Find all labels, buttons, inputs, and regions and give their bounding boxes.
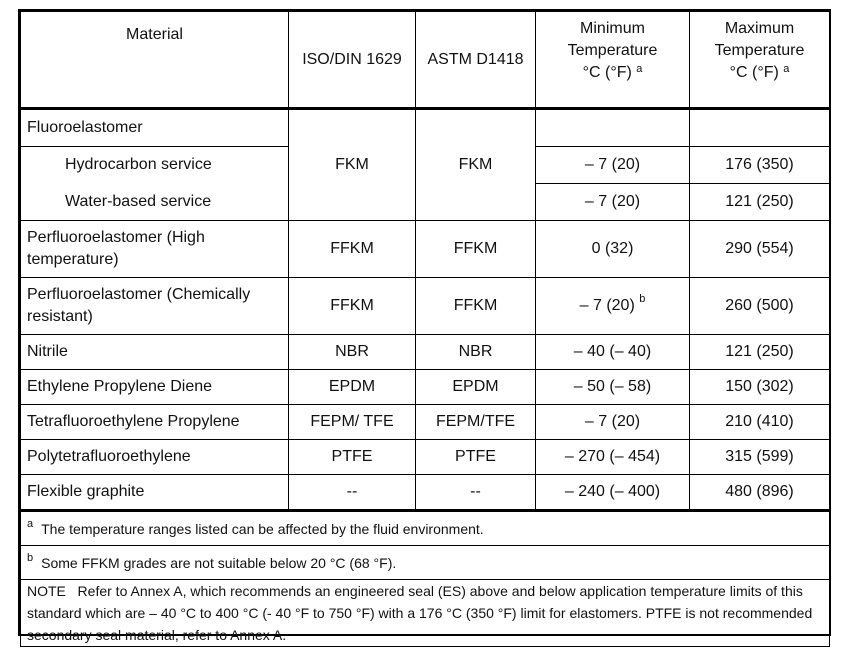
footnote-a-text: The temperature ranges listed can be affected by the fluid environment. <box>41 520 484 537</box>
cell-min: – 240 (– 400) <box>536 475 690 511</box>
cell-max: 290 (554) <box>690 221 830 278</box>
footnote-a-mark: a <box>27 517 34 530</box>
cell-material: Flexible graphite <box>21 475 289 511</box>
cell-min: – 270 (– 454) <box>536 440 690 475</box>
material-temperature-table <box>20 11 830 647</box>
cell-min: – 7 (20) <box>536 147 690 184</box>
table-row <box>21 278 830 335</box>
cell-max: 121 (250) <box>690 184 830 221</box>
header-min-line2: Temperature <box>567 42 658 59</box>
header-max-line1: Maximum <box>724 20 795 37</box>
cell-astm: NBR <box>416 335 536 370</box>
cell-max: 121 (250) <box>690 335 830 370</box>
footnote-a-row <box>21 511 830 546</box>
cell-iso: EPDM <box>289 370 416 405</box>
cell-astm: FFKM <box>416 221 536 278</box>
header-min-line1: Minimum <box>580 20 645 37</box>
cell-material: Water-based service <box>21 184 289 221</box>
cell-material: Polytetrafluoroethylene <box>21 440 289 475</box>
note-text: NOTE Refer to Annex A, which recommends an engineered seal (ES) above and below application temperature limits of this standard which are – 40 °C to 400 °C (- 40 °F to 750 °F) with a 176 °C (350 °F) limit for elastomers. PTFE is not recommended secondary seal material, refer to Annex A. <box>21 580 830 647</box>
header-min-unit: °C (°F) <box>582 64 632 81</box>
footnote-b <box>21 546 830 580</box>
header-max-line2: Temperature <box>714 42 805 59</box>
cell-material: Perfluoroelastomer (Chemically resistant) <box>21 278 289 335</box>
cell-material: Hydrocarbon service <box>21 147 289 184</box>
cell-iso: FKM <box>289 109 416 221</box>
header-min-temperature <box>536 12 690 109</box>
footnote-b-row <box>21 546 830 580</box>
table-row <box>21 475 830 511</box>
cell-min: – 50 (– 58) <box>536 370 690 405</box>
header-iso: ISO/DIN 1629 <box>289 12 416 109</box>
cell-astm: FKM <box>416 109 536 221</box>
cell-astm: PTFE <box>416 440 536 475</box>
cell-min-footnote-mark: b <box>639 293 646 305</box>
cell-material: Ethylene Propylene Diene <box>21 370 289 405</box>
header-astm: ASTM D1418 <box>416 12 536 109</box>
cell-iso: PTFE <box>289 440 416 475</box>
cell-iso: FEPM/ TFE <box>289 405 416 440</box>
table-row <box>21 440 830 475</box>
table-row <box>21 405 830 440</box>
table-row <box>21 221 830 278</box>
cell-astm: -- <box>416 475 536 511</box>
cell-max: 150 (302) <box>690 370 830 405</box>
cell-max: 260 (500) <box>690 278 830 335</box>
note-row <box>21 580 830 647</box>
cell-max <box>690 109 830 147</box>
header-max-unit: °C (°F) <box>729 64 779 81</box>
cell-material: Fluoroelastomer <box>21 109 289 147</box>
footnote-a <box>21 511 830 546</box>
cell-material: Nitrile <box>21 335 289 370</box>
cell-astm: FFKM <box>416 278 536 335</box>
cell-astm: FEPM/TFE <box>416 405 536 440</box>
cell-material: Perfluoroelastomer (High temperature) <box>21 221 289 278</box>
header-max-footnote-mark: a <box>783 63 790 75</box>
cell-max: 210 (410) <box>690 405 830 440</box>
cell-iso: NBR <box>289 335 416 370</box>
header-max-temperature <box>690 12 830 109</box>
cell-min <box>536 278 690 335</box>
material-temperature-table-frame <box>18 9 831 643</box>
cell-min <box>536 109 690 147</box>
table-row <box>21 335 830 370</box>
header-material: Material <box>21 12 289 109</box>
cell-min: – 7 (20) <box>536 405 690 440</box>
cell-min: – 7 (20) <box>536 184 690 221</box>
cell-astm: EPDM <box>416 370 536 405</box>
footnote-b-mark: b <box>27 551 34 564</box>
cell-iso: FFKM <box>289 221 416 278</box>
header-row <box>21 12 830 109</box>
cell-max: 480 (896) <box>690 475 830 511</box>
cell-iso: -- <box>289 475 416 511</box>
footnote-b-text: Some FFKM grades are not suitable below 20 °C (68 °F). <box>41 554 397 571</box>
cell-iso: FFKM <box>289 278 416 335</box>
cell-material: Tetrafluoroethylene Propylene <box>21 405 289 440</box>
header-min-footnote-mark: a <box>636 63 643 75</box>
cell-min: 0 (32) <box>536 221 690 278</box>
table-row <box>21 370 830 405</box>
cell-min: – 40 (– 40) <box>536 335 690 370</box>
cell-max: 315 (599) <box>690 440 830 475</box>
cell-max: 176 (350) <box>690 147 830 184</box>
cell-min-value: – 7 (20) <box>579 297 635 314</box>
table-row <box>21 109 830 147</box>
